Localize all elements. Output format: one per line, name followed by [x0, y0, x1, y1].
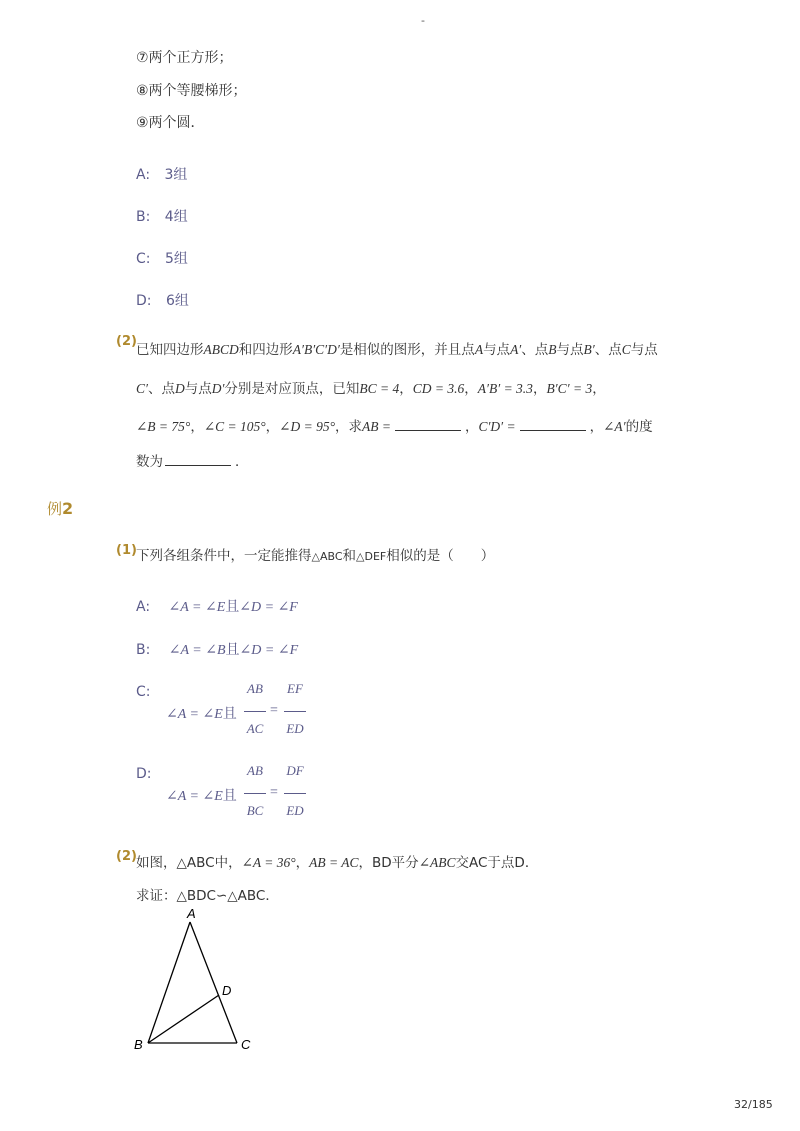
option-b[interactable] [136, 206, 188, 226]
ex-option-d-den1: BC [246, 803, 264, 818]
option-a-text: 3组 [164, 167, 188, 183]
vertex-a-label: A [187, 906, 196, 921]
side-ab [148, 922, 190, 1043]
option-b-label: B: [136, 209, 151, 225]
ex-option-c-den1: AC [246, 721, 264, 736]
ex-option-b[interactable]: B: ∠A = ∠B且∠D = ∠F [136, 642, 299, 658]
option-d-text: 6组 [165, 293, 189, 309]
example-question-2-prove: 求证：△BDC∽△ABC． [136, 888, 279, 904]
answer-blank-ab[interactable] [395, 418, 461, 431]
answer-blank-cd[interactable] [520, 418, 586, 431]
ex-option-c-condition: ∠A = ∠E且 [166, 706, 237, 722]
question-2-line-4: 数为 ． [136, 454, 249, 470]
ex-option-d[interactable]: D: [136, 766, 152, 782]
list-item-9: ⑨两个圆． [136, 115, 205, 131]
triangle-figure [128, 900, 268, 1060]
ex-option-d-den2: ED [286, 803, 304, 818]
ex-option-d-eq: = [270, 785, 278, 800]
ex-option-d-num2: DF [286, 763, 304, 778]
ex-option-c-eq: = [270, 703, 278, 718]
ex-option-d-num1: AB [247, 763, 263, 778]
list-item-8: ⑧两个等腰梯形； [136, 83, 247, 99]
question-2-line-3: ∠B = 75°，∠C = 105°，∠D = 95°，求AB = ，C′D′ = ，∠A′的度 [136, 419, 653, 435]
ex-option-c-num1: AB [247, 681, 263, 696]
vertex-b-label: B [134, 1037, 143, 1052]
question-2-line-1: 已知四边形ABCD和四边形A′B′C′D′是相似的图形，并且点A与点A′、点B与点B′、点C与点 [136, 342, 658, 358]
ex-option-d-bar1 [244, 793, 266, 794]
option-b-text: 4组 [164, 209, 188, 225]
option-c-label: C: [136, 251, 151, 267]
ex-option-c[interactable]: C: [136, 684, 151, 700]
question-2-number: (2) [116, 334, 137, 349]
option-c[interactable] [136, 248, 188, 268]
ex-option-c-den2: ED [286, 721, 304, 736]
list-item-7: ⑦两个正方形； [136, 50, 233, 66]
vertex-c-label: C [241, 1037, 251, 1052]
example-question-2-number: (2) [116, 849, 137, 864]
segment-bd [148, 995, 219, 1043]
example-question-2-text: 如图，△ABC中，∠A = 36°，AB = AC，BD平分∠ABC交AC于点D． [136, 855, 539, 871]
ex-option-d-condition: ∠A = ∠E且 [166, 788, 237, 804]
option-d-label: D: [136, 293, 152, 309]
ex-option-d-bar2 [284, 793, 306, 794]
ex-option-c-num2: EF [287, 681, 303, 696]
example-question-1-number: (1) [116, 543, 137, 558]
option-c-text: 5组 [164, 251, 188, 267]
example-question-1-text: 下列各组条件中，一定能推得△ABC和△DEF相似的是（ ） [136, 548, 495, 564]
vertex-d-label: D [222, 983, 232, 998]
option-a[interactable] [136, 164, 187, 184]
answer-blank-angle[interactable] [165, 453, 231, 466]
ex-option-c-bar1 [244, 711, 266, 712]
header-mark: - [421, 14, 425, 27]
ex-option-a[interactable]: A: ∠A = ∠E且∠D = ∠F [136, 599, 298, 615]
ex-option-c-bar2 [284, 711, 306, 712]
option-a-label: A: [136, 167, 151, 183]
option-d[interactable] [136, 290, 189, 310]
page-number: 32/185 [734, 1098, 773, 1111]
question-2-line-2: C′、点D与点D′分别是对应顶点，已知BC = 4，CD = 3.6，A′B′ = 3.3，B′C′ = 3， [136, 381, 606, 397]
example-heading: 例2 [47, 499, 74, 518]
